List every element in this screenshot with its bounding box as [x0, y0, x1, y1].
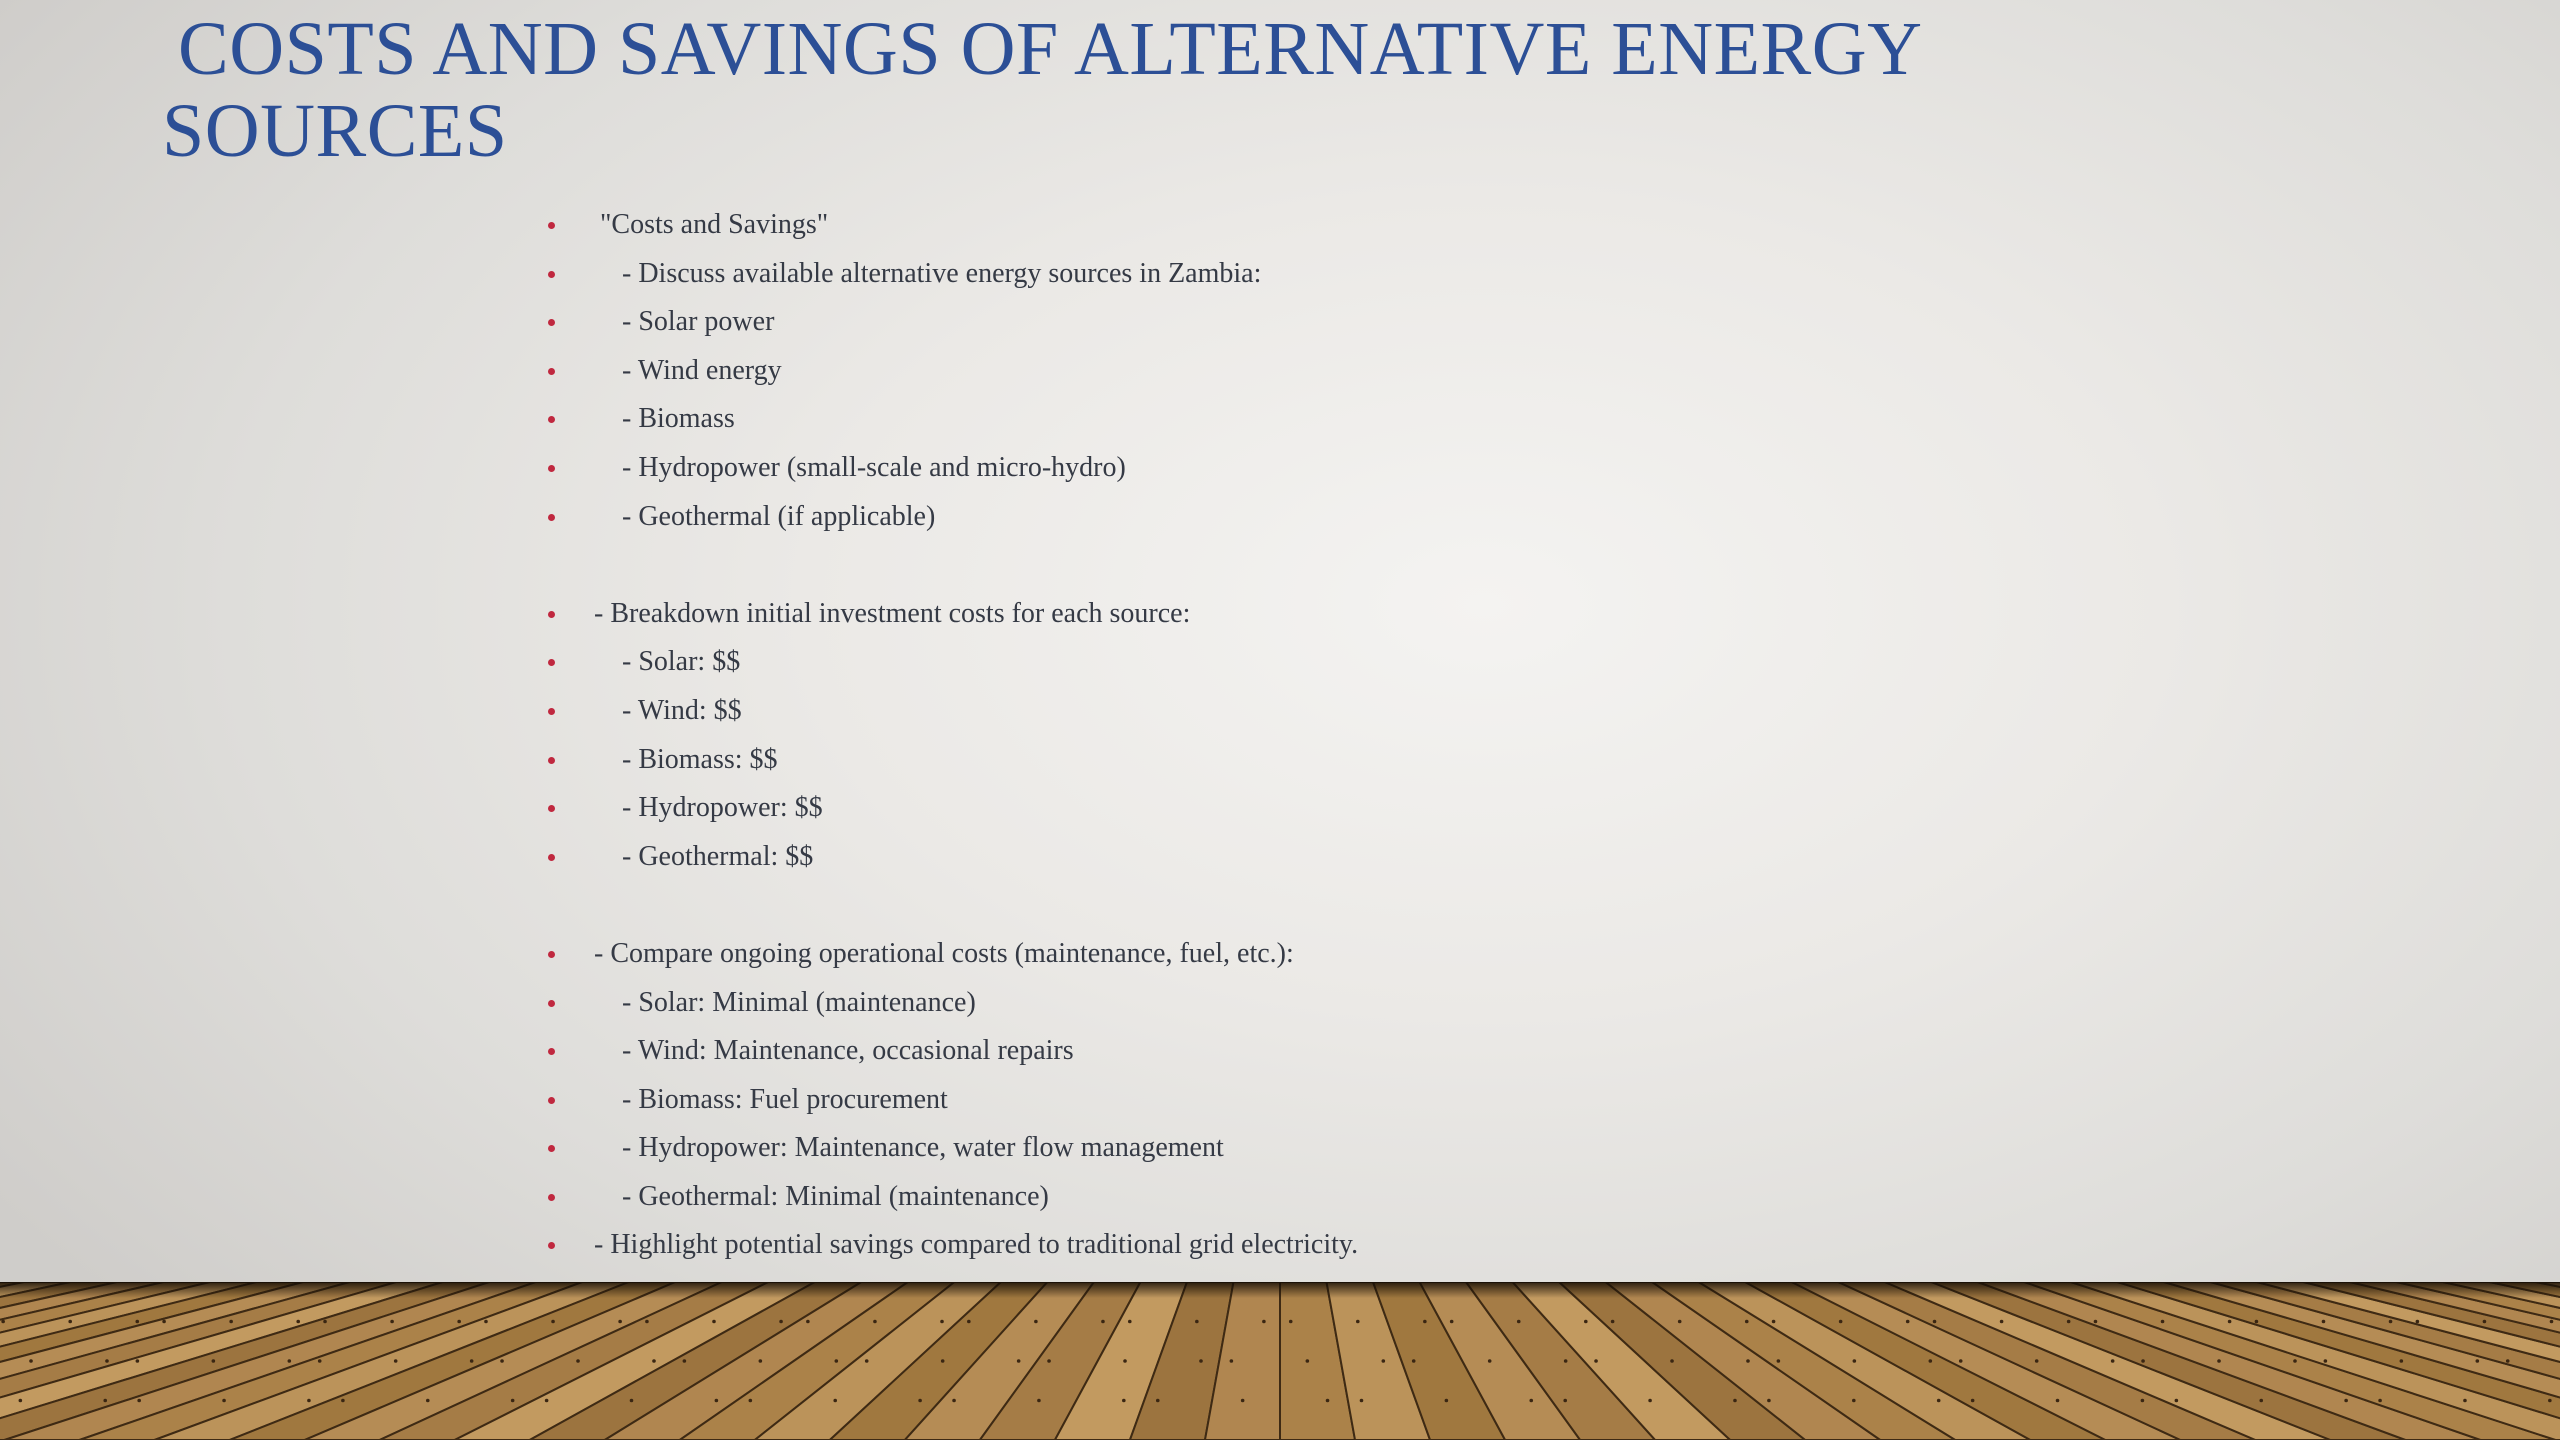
plank-knot [1450, 1320, 1454, 1324]
plank-knot [19, 1399, 23, 1403]
bullet-text: - Biomass [622, 403, 735, 435]
plank-knot [1289, 1320, 1293, 1324]
plank-knot [1839, 1320, 1843, 1324]
bullet-text: - Biomass: $$ [622, 743, 778, 775]
plank-knot [576, 1359, 580, 1363]
plank-knot [103, 1399, 107, 1403]
plank-knot [162, 1320, 166, 1324]
bullet-text: - Geothermal (if applicable) [622, 500, 936, 532]
plank-knot [551, 1320, 555, 1324]
plank-knot [426, 1399, 430, 1403]
plank-knot [341, 1399, 345, 1403]
plank-knot [212, 1359, 216, 1363]
plank-knot [1360, 1399, 1364, 1403]
plank-knot [1929, 1359, 1933, 1363]
plank-knot [652, 1359, 656, 1363]
plank-knot [2141, 1359, 2145, 1363]
wood-floor-decoration [0, 1282, 2560, 1440]
plank-knot [1933, 1320, 1937, 1324]
plank-knot [1199, 1359, 1203, 1363]
plank-knot [1230, 1359, 1234, 1363]
bullet-dot-icon [548, 708, 555, 715]
floor-edge-shadow [0, 1282, 2560, 1298]
bullet-dot-icon [548, 757, 555, 764]
plank-knot [2324, 1359, 2328, 1363]
plank-knot [865, 1359, 869, 1363]
bullet-text: - Geothermal: $$ [622, 840, 814, 872]
plank-knot [2322, 1320, 2326, 1324]
plank-knot [683, 1359, 687, 1363]
bullet-text: - Solar power [622, 306, 775, 338]
bullet-text: - Discuss available alternative energy sources in Zambia: [622, 257, 1262, 289]
plank-knot [1852, 1399, 1856, 1403]
bullet-text: - Solar: Minimal (maintenance) [622, 986, 976, 1018]
plank-knot [135, 1320, 139, 1324]
plank-knot [1959, 1359, 1963, 1363]
plank-knot [873, 1320, 877, 1324]
bullet-text: - Hydropower: $$ [622, 792, 823, 824]
plank-knot [2344, 1399, 2348, 1403]
bullet-dot-icon [548, 416, 555, 423]
plank-knot [630, 1399, 634, 1403]
plank-knot [1034, 1320, 1038, 1324]
plank-knot [2175, 1399, 2179, 1403]
plank-knot [952, 1399, 956, 1403]
plank-knot [2476, 1359, 2480, 1363]
plank-knot [1488, 1359, 1492, 1363]
plank-knot [618, 1320, 622, 1324]
plank-knot [2217, 1359, 2221, 1363]
plank-knot [1971, 1399, 1975, 1403]
plank-knot [1326, 1399, 1330, 1403]
plank-knot [1772, 1320, 1776, 1324]
plank-knot [1156, 1399, 1160, 1403]
bullet-text: - Wind: Maintenance, occasional repairs [622, 1035, 1074, 1067]
plank-knot [941, 1359, 945, 1363]
plank-knot [1037, 1399, 1041, 1403]
bullet-text: - Solar: $$ [622, 646, 741, 678]
bullet-text: - Hydropower (small-scale and micro-hydro) [622, 451, 1126, 483]
plank-knot [222, 1399, 226, 1403]
bullet-dot-icon [548, 1097, 555, 1104]
plank-knot [2483, 1320, 2487, 1324]
plank-knot [1937, 1399, 1941, 1403]
plank-knot [1563, 1399, 1567, 1403]
plank-knot [1564, 1359, 1568, 1363]
plank-knot [1, 1320, 5, 1324]
bullet-dot-icon [548, 951, 555, 958]
slide-title-line-2: SOURCES [162, 89, 508, 173]
plank-knot [2035, 1359, 2039, 1363]
bullet-dot-icon [548, 514, 555, 521]
plank-knot [1594, 1359, 1598, 1363]
plank-knot [68, 1320, 72, 1324]
plank-knot [940, 1320, 944, 1324]
bullet-dot-icon [548, 854, 555, 861]
plank-knot [2067, 1320, 2071, 1324]
bullet-text: "Costs and Savings" [600, 209, 829, 240]
plank-knot [390, 1320, 394, 1324]
plank-knot [2389, 1320, 2393, 1324]
bullet-dot-icon [548, 659, 555, 666]
plank-knot [759, 1359, 763, 1363]
plank-knot [1746, 1359, 1750, 1363]
plank-knot [749, 1399, 753, 1403]
plank-knot [1382, 1359, 1386, 1363]
plank-knot [806, 1320, 810, 1324]
plank-knot [1745, 1320, 1749, 1324]
plank-knot [1767, 1399, 1771, 1403]
bullet-text: - Breakdown initial investment costs for each source: [594, 597, 1191, 629]
plank-knot [288, 1359, 292, 1363]
plank-knot [2463, 1399, 2467, 1403]
plank-knot [136, 1359, 140, 1363]
plank-knot [484, 1320, 488, 1324]
bullet-text: - Highlight potential savings compared to traditional grid electricity. [594, 1229, 1359, 1261]
plank-knot [323, 1320, 327, 1324]
bullet-dot-icon [548, 368, 555, 375]
wood-planks-graphic [0, 1282, 2560, 1440]
bullet-dot-icon [548, 1194, 555, 1201]
plank-knot [1262, 1320, 1266, 1324]
plank-knot [1306, 1359, 1310, 1363]
plank-knot [2378, 1399, 2382, 1403]
plank-knot [2293, 1359, 2297, 1363]
plank-knot [1101, 1320, 1105, 1324]
plank-knot [779, 1320, 783, 1324]
bullet-dot-icon [548, 1145, 555, 1152]
plank-knot [2548, 1399, 2552, 1403]
plank-knot [712, 1320, 716, 1324]
plank-knot [1047, 1359, 1051, 1363]
bullet-text: - Compare ongoing operational costs (maintenance, fuel, etc.): [594, 937, 1294, 969]
plank-knot [645, 1320, 649, 1324]
plank-knot [1853, 1359, 1857, 1363]
plank-knot [918, 1399, 922, 1403]
plank-knot [1017, 1359, 1021, 1363]
plank-knot [1122, 1399, 1126, 1403]
plank-knot [2255, 1320, 2259, 1324]
plank-knot [1733, 1399, 1737, 1403]
plank-knot [1356, 1320, 1360, 1324]
plank-knot [2056, 1399, 2060, 1403]
plank-knot [967, 1320, 971, 1324]
plank-knot [715, 1399, 719, 1403]
plank-knot [1584, 1320, 1588, 1324]
plank-knot [2094, 1320, 2098, 1324]
plank-knot [1670, 1359, 1674, 1363]
bullet-dot-icon [548, 611, 555, 618]
bullet-dot-icon [548, 319, 555, 326]
plank-knot [1611, 1320, 1615, 1324]
plank-knot [1412, 1359, 1416, 1363]
plank-knot [1123, 1359, 1127, 1363]
plank-knot [307, 1399, 311, 1403]
plank-knot [1445, 1399, 1449, 1403]
plank-knot [470, 1359, 474, 1363]
plank-knot [1241, 1399, 1245, 1403]
bullet-text: - Wind: $$ [622, 694, 742, 726]
plank-knot [1529, 1399, 1533, 1403]
plank-knot [500, 1359, 504, 1363]
plank-knot [2000, 1320, 2004, 1324]
plank-knot [2141, 1399, 2145, 1403]
plank-knot [833, 1399, 837, 1403]
bullet-dot-icon [548, 222, 555, 229]
plank-knot [1777, 1359, 1781, 1363]
bullet-text: - Biomass: Fuel procurement [622, 1083, 948, 1115]
plank-knot [1678, 1320, 1682, 1324]
bullet-dot-icon [548, 1242, 555, 1249]
bullet-dot-icon [548, 465, 555, 472]
plank-knot [1128, 1320, 1132, 1324]
plank-knot [835, 1359, 839, 1363]
bullet-dot-icon [548, 1048, 555, 1055]
plank-knot [318, 1359, 322, 1363]
plank-knot [105, 1359, 109, 1363]
plank-knot [1423, 1320, 1427, 1324]
plank-knot [1195, 1320, 1199, 1324]
plank-knot [2111, 1359, 2115, 1363]
plank-knot [2161, 1320, 2165, 1324]
plank-knot [229, 1320, 233, 1324]
plank-knot [1648, 1399, 1652, 1403]
bullet-dot-icon [548, 1000, 555, 1007]
plank-knot [545, 1399, 549, 1403]
plank-knot [1517, 1320, 1521, 1324]
plank-knot [2506, 1359, 2510, 1363]
bullet-dot-icon [548, 271, 555, 278]
slide-title [162, 8, 2362, 172]
plank-knot [2400, 1359, 2404, 1363]
plank-knot [2228, 1320, 2232, 1324]
plank-knot [1906, 1320, 1910, 1324]
bullet-text: - Hydropower: Maintenance, water flow management [622, 1132, 1224, 1164]
plank-knot [2416, 1320, 2420, 1324]
plank-knot [137, 1399, 141, 1403]
slide-title-line-1: COSTS AND SAVINGS OF ALTERNATIVE ENERGY [178, 7, 1923, 91]
plank-knot [29, 1359, 33, 1363]
bullet-text: - Wind energy [622, 354, 782, 386]
plank-knot [2550, 1320, 2554, 1324]
bullet-dot-icon [548, 805, 555, 812]
plank-knot [457, 1320, 461, 1324]
bullet-text: - Geothermal: Minimal (maintenance) [622, 1180, 1049, 1212]
plank-knot [394, 1359, 398, 1363]
plank-knot [511, 1399, 515, 1403]
plank-knot [296, 1320, 300, 1324]
plank-knot [2259, 1399, 2263, 1403]
